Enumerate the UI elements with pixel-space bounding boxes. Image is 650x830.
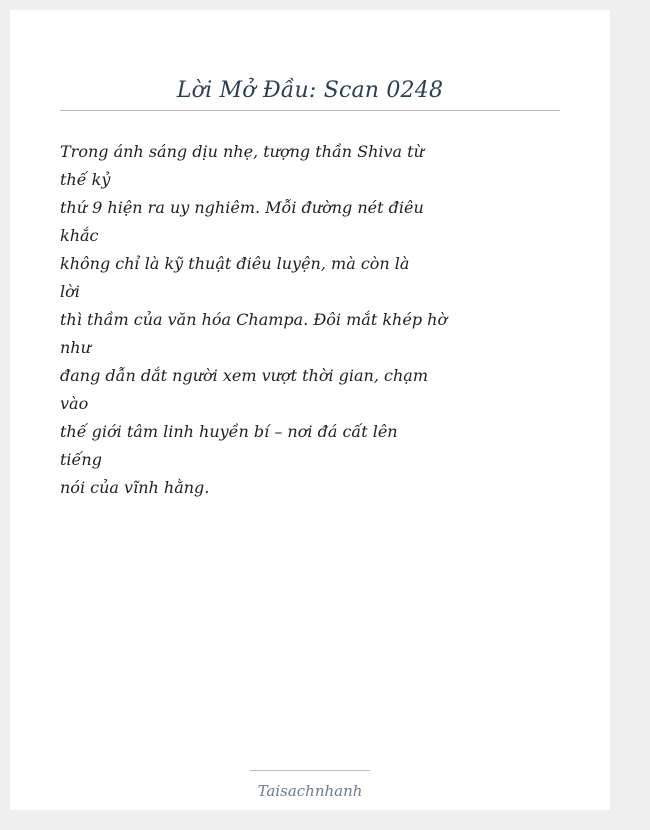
body-line: khắc	[60, 226, 99, 245]
body-line: thứ 9 hiện ra uy nghiêm. Mỗi đường nét điêu	[60, 198, 424, 217]
body-line: như	[60, 338, 91, 357]
body-line: thì thầm của văn hóa Champa. Đôi mắt khép hờ	[60, 310, 448, 329]
body-line: nói của vĩnh hằng.	[60, 478, 210, 497]
footer-divider	[250, 770, 370, 771]
body-line: thế kỷ	[60, 170, 111, 189]
body-line: Trong ánh sáng dịu nhẹ, tượng thần Shiva từ	[60, 142, 424, 161]
page-title: Lời Mở Đầu: Scan 0248	[176, 78, 444, 103]
body-text	[60, 138, 448, 502]
body-line: thế giới tâm linh huyền bí – nơi đá cất lên	[60, 422, 398, 441]
document-page	[10, 10, 610, 810]
title-divider	[60, 110, 560, 111]
body-line: lời	[60, 282, 80, 301]
body-line: vào	[60, 394, 89, 413]
body-line: không chỉ là kỹ thuật điêu luyện, mà còn là	[60, 254, 410, 273]
footer-source: Taisachnhanh	[257, 782, 363, 800]
body-line: tiếng	[60, 450, 102, 469]
body-line: đang dẫn dắt người xem vượt thời gian, chạm	[60, 366, 428, 385]
